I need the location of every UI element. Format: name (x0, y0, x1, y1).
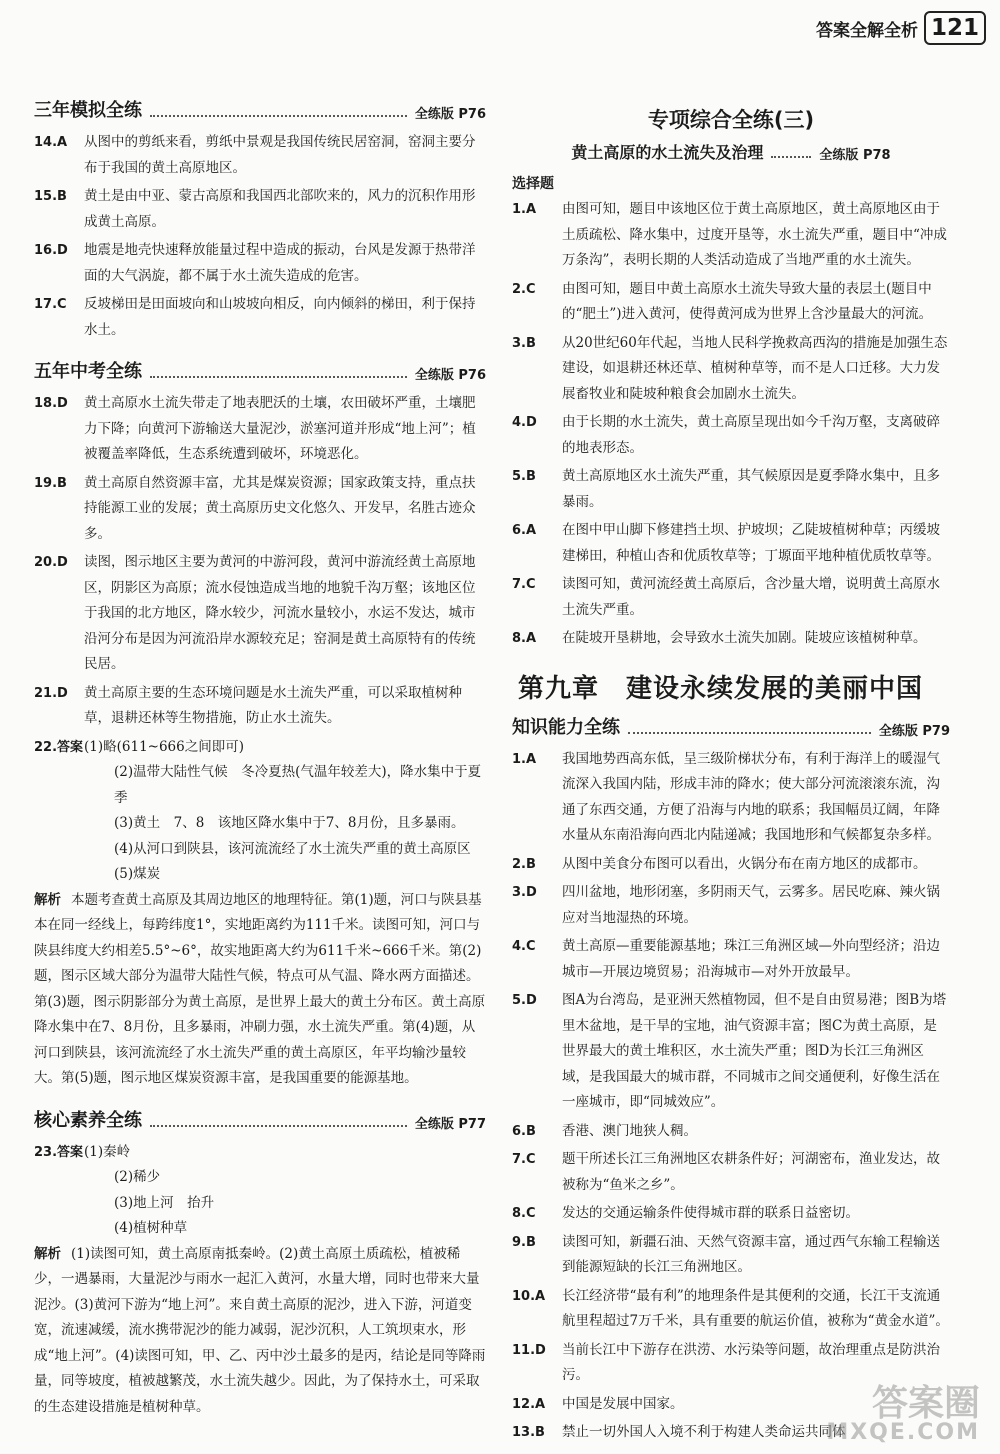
header-title: 答案全解全析 (815, 20, 918, 41)
item-number: 9.B (512, 1234, 536, 1250)
answer-item (34, 471, 486, 548)
item-text: 读图可知，黄河流经黄土高原后，含沙量大增，说明黄土高原水土流失严重。 (562, 576, 940, 618)
analysis-label: 解析 (34, 1245, 61, 1262)
answer-item (34, 550, 486, 678)
section-header (34, 357, 486, 383)
item-number: 17.C (34, 297, 67, 312)
section-ref: 全练版 P77 (414, 1116, 486, 1132)
item-number: 14.A (34, 135, 68, 150)
answer-line: (4)植树种草 (114, 1220, 188, 1236)
item-number: 12.A (512, 1396, 546, 1412)
item-text: 禁止一切外国人入境不利于构建人类命运共同体 (562, 1424, 846, 1440)
answer-item (512, 880, 950, 931)
item-text: 当前长江中下游存在洪涝、水污染等问题，故治理重点是防洪治污。 (562, 1341, 940, 1383)
page-header (816, 8, 986, 48)
item-number: 2.B (512, 856, 536, 872)
item-text: 从图中美食分布图可以看出，火锅分布在南方地区的成都市。 (562, 855, 927, 872)
watermark-logo: 答案圈 (871, 1383, 980, 1424)
item-text: 黄土高原水土流失带走了地表肥沃的土壤，农田破坏严重，土壤肥力下降；向黄河下游输送大量泥沙，淤塞河道并形成“地上河”；植被覆盖率降低，生态系统遭到破坏，环境恶化。 (84, 395, 476, 462)
section-title: 核心素养全练 (34, 1109, 142, 1131)
answer-line: (5)煤炭 (114, 866, 161, 882)
answer-line: (1)秦岭 (84, 1143, 131, 1160)
item-text: 黄土是由中亚、蒙古高原和我国西北部吹来的，风力的沉积作用形成黄土高原。 (84, 188, 476, 230)
answer-item (512, 197, 950, 274)
dotted-leader (150, 1125, 407, 1127)
item-number: 6.A (512, 523, 537, 538)
item-number: 19.B (34, 475, 67, 491)
analysis-label: 解析 (34, 891, 61, 908)
left-column (34, 96, 486, 1424)
item-text: 反坡梯田是田面坡向和山坡坡向相反，向内倾斜的梯田，利于保持水土。 (84, 296, 476, 338)
answer-item (34, 391, 486, 468)
section-title: 知识能力全练 (512, 716, 620, 738)
chapter-title: 第九章 建设永续发展的美丽中国 (518, 673, 924, 704)
item-text: 在陡坡开垦耕地，会导致水土流失加剧。陡坡应该植树种草。 (562, 630, 927, 646)
answer-item (34, 735, 486, 761)
analysis-text: (1)读图可知，黄土高原南抵秦岭。(2)黄土高原土质疏松，植被稀少，一遇暴雨，大量泥沙与雨水一起汇入黄河，水量大增，同时也带来大量泥沙。(3)黄河下游为“地上河”。来自黄土高原的泥沙，进入下游，河道变宽，流速减缓，流水携带泥沙的能力减弱，泥沙沉积，人工筑坝束水，形成“地上河”。(4)读图可知，甲、乙、丙中沙土最多的是丙，结论是同等降雨量，同等坡度，植被越繁茂，水土流失越少。因此，为了保持水土，可采取的生态建设措施是植树种草。 (34, 1245, 486, 1415)
item-number: 1.A (512, 202, 537, 217)
answer-item (512, 1338, 950, 1389)
item-number: 18.D (34, 396, 68, 411)
answer-line: (4)从河口到陕县，该河流流经了水土流失严重的黄土高原区 (114, 840, 471, 857)
question-type-label: 选择题 (512, 176, 554, 192)
item-text: 读图，图示地区主要为黄河的中游河段，黄河中游流经黄土高原地区，阴影区为高原；流水侵蚀造成当地的地貌千沟万壑；该地区位于我国的北方地区，降水较少，河流水量较小，水运不发达，城市沿河分布是因为河流沿岸水源较充足；窑洞是黄土高原特有的传统民居。 (84, 554, 476, 672)
analysis-paragraph (34, 888, 486, 1092)
item-text: 读图可知，新疆石油、天然气资源丰富，通过西气东输工程输送到能源短缺的长江三角洲地区。 (562, 1233, 940, 1275)
item-text: 在图中甲山脚下修建挡土坝、护坡坝；乙陡坡植树种草；丙缓坡建梯田，种植山杏和优质牧草等；丁塬面平地种植优质牧草等。 (562, 522, 940, 564)
answer-item (34, 681, 486, 732)
item-number: 20.D (34, 555, 68, 570)
item-text: 黄土高原地区水土流失严重，其气候原因是夏季降水集中，且多暴雨。 (562, 468, 940, 510)
section-header (34, 1106, 486, 1132)
answer-item (34, 1140, 486, 1166)
item-text: 由图可知，题目中黄土高原水土流失导致大量的表层土(题目中的“肥土”)进入黄河，使得黄河成为世界上含沙量最大的河流。 (562, 280, 933, 322)
item-text: 中国是发展中国家。 (562, 1395, 684, 1412)
answer-item (512, 747, 950, 849)
item-number: 11.D (512, 1342, 546, 1358)
item-number: 1.A (512, 751, 537, 767)
section-ref: 全练版 P79 (878, 723, 950, 739)
item-number: 5.B (512, 469, 536, 484)
item-text: 题干所述长江三角洲地区农耕条件好；河湖密布，渔业发达，故被称为“鱼米之乡”。 (562, 1151, 940, 1193)
answer-item (34, 292, 486, 343)
item-number: 8.A (512, 631, 537, 646)
answer-item (34, 184, 486, 235)
analysis-paragraph (34, 1242, 486, 1421)
answer-item (512, 410, 950, 461)
watermark (826, 1383, 980, 1445)
right-column (512, 104, 950, 1449)
answer-item (512, 1147, 950, 1198)
item-number: 3.D (512, 885, 537, 900)
item-number: 15.B (34, 189, 67, 204)
item-text: 黄土高原自然资源丰富，尤其是煤炭资源；国家政策支持，重点扶持能源工业的发展；黄土高原历史文化悠久、开发早，名胜古迹众多。 (84, 474, 476, 542)
item-text: 四川盆地，地形闭塞，多阴雨天气，云雾多。居民吃麻、辣火锅应对当地湿热的环境。 (562, 884, 940, 926)
section-title: 五年中考全练 (34, 361, 142, 382)
section-ref: 全练版 P76 (414, 368, 486, 383)
item-text: 我国地势西高东低，呈三级阶梯状分布，有利于海洋上的暖湿气流深入我国内陆，形成丰沛的降水；使大部分河流滚滚东流，沟通了东西交通，方便了沿海与内地的联系；我国幅员辽阔，年降水量从东南沿海向西北内陆递减；我国地形和气候都复杂多样。 (562, 750, 940, 843)
special-section-title: 专项综合全练(三) (647, 108, 815, 132)
section-ref: 全练版 P78 (819, 148, 891, 163)
item-number: 6.B (512, 1123, 536, 1139)
subsection-header (512, 140, 950, 163)
item-number: 10.A (512, 1288, 546, 1304)
item-text: 黄土高原—重要能源基地；珠江三角洲区域—外向型经济；沿边城市—开展边境贸易；沿海城市—对外开放最早。 (562, 938, 940, 980)
answer-line: (3)地上河 抬升 (114, 1194, 215, 1211)
answer-line: (3)黄土 7、8 该地区降水集中于7、8月份，且多暴雨。 (114, 815, 465, 831)
item-number: 5.D (512, 993, 537, 1008)
item-number: 4.C (512, 939, 536, 954)
item-number: 22.答案 (34, 739, 84, 755)
answer-item (512, 464, 950, 515)
item-number: 8.C (512, 1206, 536, 1221)
item-text: 图A为台湾岛，是亚洲天然植物园，但不是自由贸易港；图B为塔里木盆地，是干旱的宝地，油气资源丰富；图C为黄土高原，是世界最大的黄土堆积区，水土流失严重；图D为长江三角洲区域，是我国最大的城市群，不同城市之间交通便利，好像生活在一座城市，即“同城效应”。 (562, 992, 947, 1110)
section-title: 三年模拟全练 (34, 100, 142, 121)
answer-item (512, 852, 950, 878)
answer-item (512, 1284, 950, 1335)
item-number: 21.D (34, 685, 68, 701)
dotted-leader (150, 376, 407, 378)
answer-line: (2)稀少 (114, 1169, 161, 1185)
answer-line: (1)略(611~666之间即可) (84, 738, 245, 755)
item-number: 7.C (512, 1152, 536, 1167)
answer-item (512, 1201, 950, 1227)
answer-item (512, 277, 950, 328)
dotted-leader (150, 115, 407, 117)
item-text: 从20世纪60年代起，当地人民科学挽救高西沟的措施是加强生态建设，如退耕还林还草、植树种草等，而不是人口迁移。大力发展畜牧业和陡坡种粮食会加剧水土流失。 (562, 334, 948, 402)
item-number: 7.C (512, 577, 536, 592)
answer-item (512, 988, 950, 1116)
answer-item (512, 1119, 950, 1145)
item-text: 香港、澳门地狭人稠。 (562, 1122, 697, 1139)
item-text: 由图可知，题目中该地区位于黄土高原地区，黄土高原地区由于土质疏松、降水集中，过度开垦等，水土流失严重，题目中“冲成万条沟”，表明长期的人类活动造成了当地严重的水土流失。 (562, 201, 947, 268)
answer-item (512, 1230, 950, 1281)
answer-item (34, 130, 486, 181)
dotted-leader (628, 732, 871, 734)
item-number: 3.B (512, 335, 536, 351)
item-text: 从图中的剪纸来看，剪纸中景观是我国传统民居窑洞，窑洞主要分布于我国的黄土高原地区。 (84, 134, 476, 176)
section-ref: 全练版 P76 (414, 107, 486, 122)
item-text: 长江经济带“最有利”的地理条件是其便利的交通，长江干支流通航里程超过7万千米，具有重要的航运价值，被称为“黄金水道”。 (562, 1287, 949, 1329)
page-number: 121 (924, 11, 986, 45)
section-header (512, 713, 950, 739)
section-header (34, 96, 486, 122)
item-number: 13.B (512, 1425, 545, 1440)
item-text: 黄土高原主要的生态环境问题是水土流失严重，可以采取植树种草，退耕还林等生物措施，防止水土流失。 (84, 684, 462, 726)
answer-item (34, 238, 486, 289)
item-number: 2.C (512, 281, 536, 297)
subsection-title: 黄土高原的水土流失及治理 (571, 143, 764, 162)
item-number: 4.D (512, 415, 537, 430)
answer-item (512, 572, 950, 623)
item-number: 23.答案 (34, 1144, 84, 1160)
answer-item (512, 626, 950, 652)
dotted-leader (771, 156, 811, 158)
answer-item (512, 934, 950, 985)
answer-line: (2)温带大陆性气候 冬冷夏热(气温年较差大)，降水集中于夏季 (114, 764, 482, 806)
answer-item (512, 331, 950, 408)
item-text: 由于长期的水土流失，黄土高原呈现出如今千沟万壑，支离破碎的地表形态。 (562, 414, 940, 456)
answer-item (512, 518, 950, 569)
item-text: 地震是地壳快速释放能量过程中造成的振动，台风是发源于热带洋面的大气涡旋，都不属于水土流失造成的危害。 (84, 242, 476, 284)
item-number: 16.D (34, 243, 68, 258)
watermark-url: MXQE.COM (826, 1420, 980, 1445)
analysis-text: 本题考查黄土高原及其周边地区的地理特征。第(1)题，河口与陕县基本在同一经线上，每跨纬度1°，实地距离约为111千米。读图可知，河口与陕县纬度大约相差5.5°~6°，故实地距离大约为611千米~666千米。第(2)题，图示区域大部分为温带大陆性气候，特点可从气温、降水两方面描述。第(3)题，图示阴影部分为黄土高原，是世界上最大的黄土分布区。黄土高原降水集中在7、8月份，且多暴雨，冲刷力强，水土流失严重。第(4)题，从河口到陕县，该河流流经了水土流失严重的黄土高原区，年平均输沙量较大。第(5)题，图示地区煤炭资源丰富，是我国重要的能源基地。 (34, 891, 486, 1086)
item-text: 发达的交通运输条件使得城市群的联系日益密切。 (562, 1205, 859, 1221)
